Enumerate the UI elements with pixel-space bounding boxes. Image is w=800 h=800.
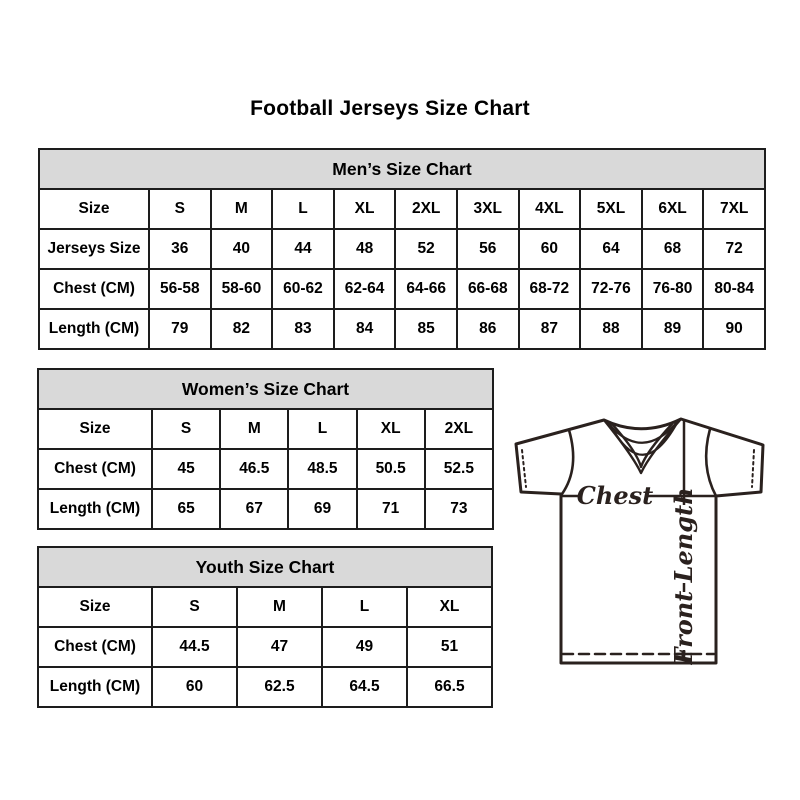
front-length-label: Front Length — [669, 487, 698, 665]
value-cell: M — [211, 189, 273, 229]
page-title: Football Jerseys Size Chart — [250, 97, 530, 120]
mens-header-row — [39, 149, 765, 189]
row-label-cell: Chest (CM) — [38, 627, 152, 667]
value-cell: 76-80 — [642, 269, 704, 309]
value-cell: 50.5 — [357, 449, 425, 489]
row-label-cell: Size — [39, 189, 149, 229]
value-cell: 51 — [407, 627, 492, 667]
value-cell: 7XL — [703, 189, 765, 229]
value-cell: 48 — [334, 229, 396, 269]
value-cell: 60-62 — [272, 269, 334, 309]
value-cell: 80-84 — [703, 269, 765, 309]
value-cell: 79 — [149, 309, 211, 349]
womens-size-table — [37, 368, 494, 530]
value-cell: L — [272, 189, 334, 229]
armhole-seam-right — [706, 429, 716, 496]
value-cell: 73 — [425, 489, 493, 529]
value-cell: 56-58 — [149, 269, 211, 309]
armhole-seam-left — [562, 430, 573, 494]
mens-table-title: Men’s Size Chart — [39, 149, 765, 189]
chest-label: Chest — [576, 481, 654, 510]
value-cell: 6XL — [642, 189, 704, 229]
value-cell: 45 — [152, 449, 220, 489]
right-cuff-dotted-line — [752, 450, 754, 487]
value-cell: 46.5 — [220, 449, 288, 489]
row-label-cell: Length (CM) — [39, 309, 149, 349]
row-label-cell: Length (CM) — [38, 489, 152, 529]
value-cell: 68 — [642, 229, 704, 269]
value-cell: XL — [357, 409, 425, 449]
value-cell: 36 — [149, 229, 211, 269]
value-cell: 82 — [211, 309, 273, 349]
value-cell: S — [152, 409, 220, 449]
value-cell: 68-72 — [519, 269, 581, 309]
v-neck-band — [604, 419, 681, 473]
value-cell: XL — [407, 587, 492, 627]
left-cuff-dotted-line — [522, 450, 526, 487]
value-cell: 64 — [580, 229, 642, 269]
mens-row — [39, 309, 765, 349]
value-cell: S — [152, 587, 237, 627]
womens-row — [38, 449, 493, 489]
value-cell: 5XL — [580, 189, 642, 229]
value-cell: 52.5 — [425, 449, 493, 489]
value-cell: 87 — [519, 309, 581, 349]
value-cell: 89 — [642, 309, 704, 349]
youth-table-title: Youth Size Chart — [38, 547, 492, 587]
value-cell: XL — [334, 189, 396, 229]
row-label-cell: Size — [38, 587, 152, 627]
jersey-measurement-diagram — [498, 404, 790, 696]
value-cell: 47 — [237, 627, 322, 667]
value-cell: 44.5 — [152, 627, 237, 667]
value-cell: L — [288, 409, 356, 449]
value-cell: 71 — [357, 489, 425, 529]
value-cell: 67 — [220, 489, 288, 529]
row-label-cell: Size — [38, 409, 152, 449]
value-cell: 2XL — [395, 189, 457, 229]
mens-size-table — [38, 148, 766, 350]
value-cell: S — [149, 189, 211, 229]
mens-row — [39, 229, 765, 269]
value-cell: 40 — [211, 229, 273, 269]
mens-row — [39, 269, 765, 309]
youth-row — [38, 627, 492, 667]
value-cell: 48.5 — [288, 449, 356, 489]
value-cell: 52 — [395, 229, 457, 269]
value-cell: 64-66 — [395, 269, 457, 309]
youth-size-table — [37, 546, 493, 708]
value-cell: 65 — [152, 489, 220, 529]
youth-row — [38, 587, 492, 627]
value-cell: 60 — [519, 229, 581, 269]
row-label-cell: Chest (CM) — [39, 269, 149, 309]
value-cell: M — [237, 587, 322, 627]
value-cell: 84 — [334, 309, 396, 349]
youth-row — [38, 667, 492, 707]
value-cell: 62.5 — [237, 667, 322, 707]
womens-header-row — [38, 369, 493, 409]
youth-header-row — [38, 547, 492, 587]
value-cell: 86 — [457, 309, 519, 349]
value-cell: 60 — [152, 667, 237, 707]
value-cell: 66-68 — [457, 269, 519, 309]
value-cell: 58-60 — [211, 269, 273, 309]
value-cell: 88 — [580, 309, 642, 349]
mens-row — [39, 189, 765, 229]
womens-table-title: Women’s Size Chart — [38, 369, 493, 409]
value-cell: 3XL — [457, 189, 519, 229]
row-label-cell: Jerseys Size — [39, 229, 149, 269]
value-cell: 62-64 — [334, 269, 396, 309]
value-cell: 56 — [457, 229, 519, 269]
value-cell: 4XL — [519, 189, 581, 229]
value-cell: 66.5 — [407, 667, 492, 707]
row-label-cell: Length (CM) — [38, 667, 152, 707]
value-cell: 2XL — [425, 409, 493, 449]
value-cell: 49 — [322, 627, 407, 667]
value-cell: 72 — [703, 229, 765, 269]
womens-row — [38, 409, 493, 449]
value-cell: 72-76 — [580, 269, 642, 309]
womens-row — [38, 489, 493, 529]
value-cell: M — [220, 409, 288, 449]
value-cell: 69 — [288, 489, 356, 529]
value-cell: 90 — [703, 309, 765, 349]
value-cell: 64.5 — [322, 667, 407, 707]
value-cell: L — [322, 587, 407, 627]
row-label-cell: Chest (CM) — [38, 449, 152, 489]
value-cell: 83 — [272, 309, 334, 349]
value-cell: 44 — [272, 229, 334, 269]
value-cell: 85 — [395, 309, 457, 349]
